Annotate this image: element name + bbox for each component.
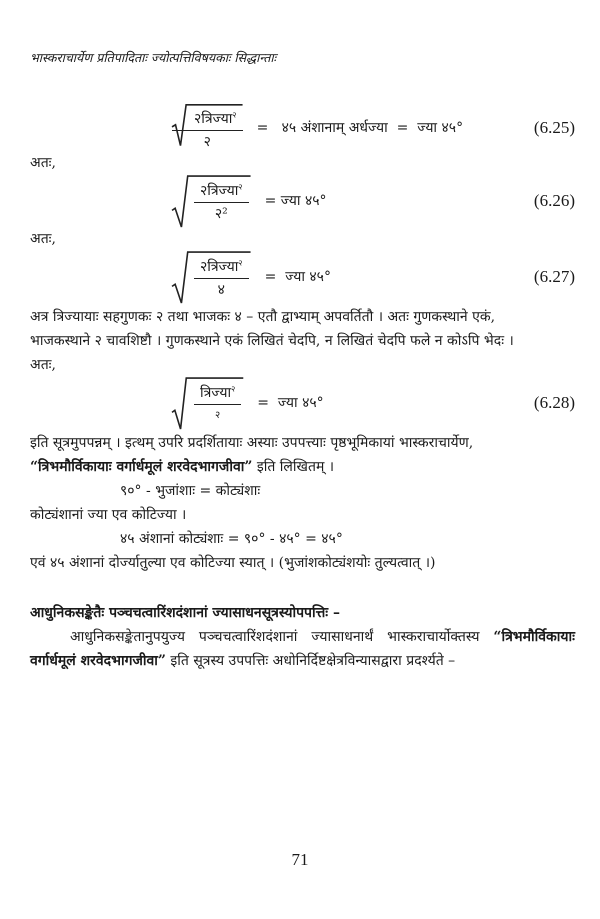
page-number: 71 [291,850,309,869]
exponent: २ [238,182,243,192]
equation-number: (6.25) [533,117,575,137]
denominator: २ [215,410,221,421]
equation-6-28 [30,377,575,429]
paragraph-line [30,455,575,479]
exponent: २ [231,384,236,394]
denominator: ४ [217,282,225,298]
paragraph [30,625,575,673]
equation-number: (6.28) [533,393,575,412]
equation-6-26 [30,175,575,227]
radical-sign-icon [172,175,251,227]
square-root [172,377,243,429]
section-heading: आधुनिकसङ्केतैः पञ्चचत्वारिंशदंशानां ज्यासाधनसूत्रस्योपपत्तिः – [30,605,340,621]
radical-sign-icon [172,104,243,146]
quote-sutra: “त्रिभमौर्विकायाः वर्गार्धमूलं शरवेदभागजीवा” [30,459,253,475]
atah-label: अतः, [30,231,56,247]
paragraph-line: इति सूत्रमुपपन्नम् । इत्थम् उपरि प्रदर्शितायाः अस्याः उपपत्त्याः पृष्ठभूमिकायां भास्कराचार्येण, [30,435,474,451]
equation-6-27 [30,251,575,303]
denominator: २² [214,206,228,222]
relation-line: ४५ अंशानां कोट्यंशाः = ९०° - ४५° = ४५° [120,531,343,547]
equation-number: (6.27) [533,267,575,286]
numerator: २त्रिज्या [194,111,233,127]
exponent: २ [238,258,243,268]
equation-number: (6.26) [533,191,575,210]
radical-sign-icon [172,251,251,303]
paragraph-line: कोट्यंशानां ज्या एव कोटिज्या । [30,507,187,523]
paragraph-line: भाजकस्थाने २ चावशिष्टौ । गुणकस्थाने एकं लिखितं चेदपि, न लिखितं चेदपि फले न कोऽपि भेदः । [30,333,514,349]
fraction [172,104,243,151]
quote-sutra: “त्रिभमौर्विकायाः [493,629,575,645]
text: इति लिखितम् । [252,459,335,475]
equation-rhs: = ज्या ४५° [264,193,327,209]
paragraph-line: एवं ४५ अंशानां दोर्ज्यातुल्या एव कोटिज्या स्यात् । (भुजांशकोट्यंशयोः तुल्यत्वात् ।) [30,555,436,571]
atah-label: अतः, [30,357,56,373]
equation-6-25 [30,104,575,151]
numerator: २त्रिज्या [200,259,239,275]
numerator-root [172,104,243,131]
paragraph-line: अत्र त्रिज्यायाः सहगुणकः २ तथा भाजकः ४ – एतौ द्वाभ्याम् अपवर्तितौ । अतः गुणकस्थाने एकं, [30,309,496,325]
running-header: भास्कराचार्येण प्रतिपादिताः ज्योत्पत्तिविषयकाः सिद्धान्ताः [30,50,277,65]
numerator: त्रिज्या [200,385,232,401]
text: इति सूत्रस्य उपपत्तिः अधोनिर्दिष्टक्षेत्रविन्यासद्वारा प्रदर्श्यते – [165,653,456,669]
quote-sutra: वर्गार्धमूलं शरवेदभागजीवा” [30,653,166,669]
square-root [172,175,251,227]
atah-label: अतः, [30,155,56,171]
equation-rhs: = ज्या ४५° [264,269,331,285]
radical-sign-icon [172,377,243,429]
numerator: २त्रिज्या [200,183,239,199]
equation-rhs: = ४५ अंशानाम् अर्धज्या = ज्या ४५° [256,119,464,136]
exponent: २ [232,110,237,120]
equation-rhs: = ज्या ४५° [257,395,324,411]
square-root [172,251,251,303]
text: आधुनिकसङ्केतानुपयुज्य पञ्चचत्वारिंशदंशानां ज्यासाधनार्थं भास्कराचार्योक्तस्य [70,629,494,645]
denominator: २ [203,134,211,150]
relation-line: ९०° - भुजांशाः = कोट्यंशाः [120,483,261,499]
